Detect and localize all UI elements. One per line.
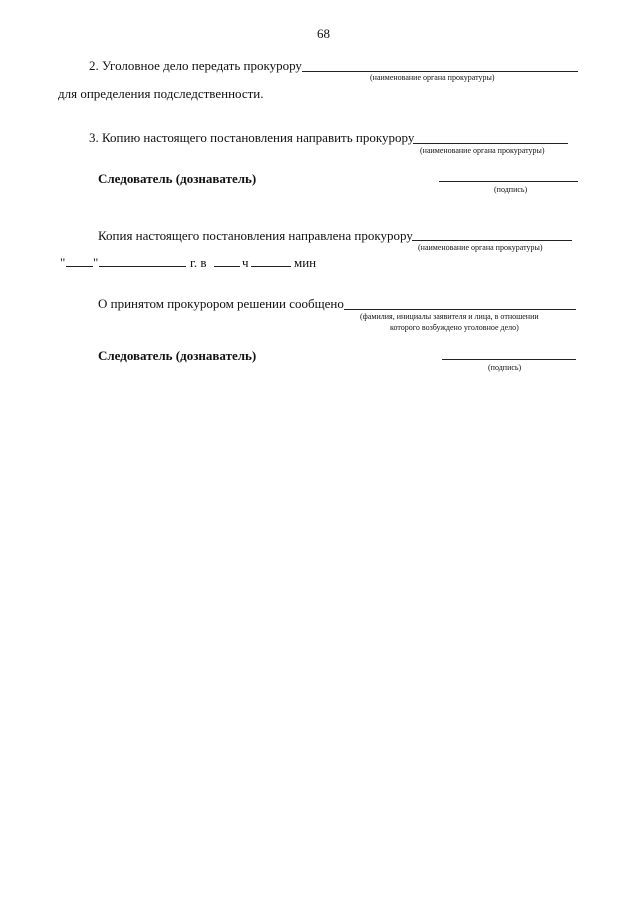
minute-label: мин xyxy=(294,255,317,270)
decision-caption-line-1: (фамилия, инициалы заявителя и лица, в отношении xyxy=(360,312,539,321)
page-number: 68 xyxy=(317,26,330,41)
month-line xyxy=(99,266,186,267)
signature-1-line xyxy=(439,181,578,182)
copy-sent-text: Копия настоящего постановления направлена прокурору xyxy=(98,228,413,243)
item-3-text: 3. Копию настоящего постановления направить прокурору xyxy=(89,130,415,145)
signature-1-label: Следователь (дознаватель) xyxy=(98,171,257,186)
day-line xyxy=(66,266,93,267)
copy-sent-prosecutor-line xyxy=(412,240,572,241)
copy-sent-caption: (наименование органа прокуратуры) xyxy=(418,243,543,252)
hour-label: ч xyxy=(242,255,249,270)
item-2-prosecutor-line xyxy=(302,71,578,72)
date-open-quote: " xyxy=(60,255,66,270)
signature-1-caption: (подпись) xyxy=(494,185,528,194)
signature-2-caption: (подпись) xyxy=(488,363,522,372)
signature-2-label: Следователь (дознаватель) xyxy=(98,348,257,363)
date-close-quote: " xyxy=(93,255,99,270)
item-2-continuation: для определения подследственности. xyxy=(58,86,264,101)
decision-text: О принятом прокурором решении сообщено xyxy=(98,296,344,311)
signature-2-line xyxy=(442,359,576,360)
decision-caption-line-2: которого возбуждено уголовное дело) xyxy=(390,323,519,332)
year-label: г. в xyxy=(190,255,207,270)
item-2-text: 2. Уголовное дело передать прокурору xyxy=(89,58,302,73)
decision-line xyxy=(344,309,576,310)
minute-line xyxy=(251,266,291,267)
item-3-caption: (наименование органа прокуратуры) xyxy=(420,146,545,155)
hour-line xyxy=(214,266,240,267)
item-3-prosecutor-line xyxy=(413,143,568,144)
item-2-caption: (наименование органа прокуратуры) xyxy=(370,73,495,82)
